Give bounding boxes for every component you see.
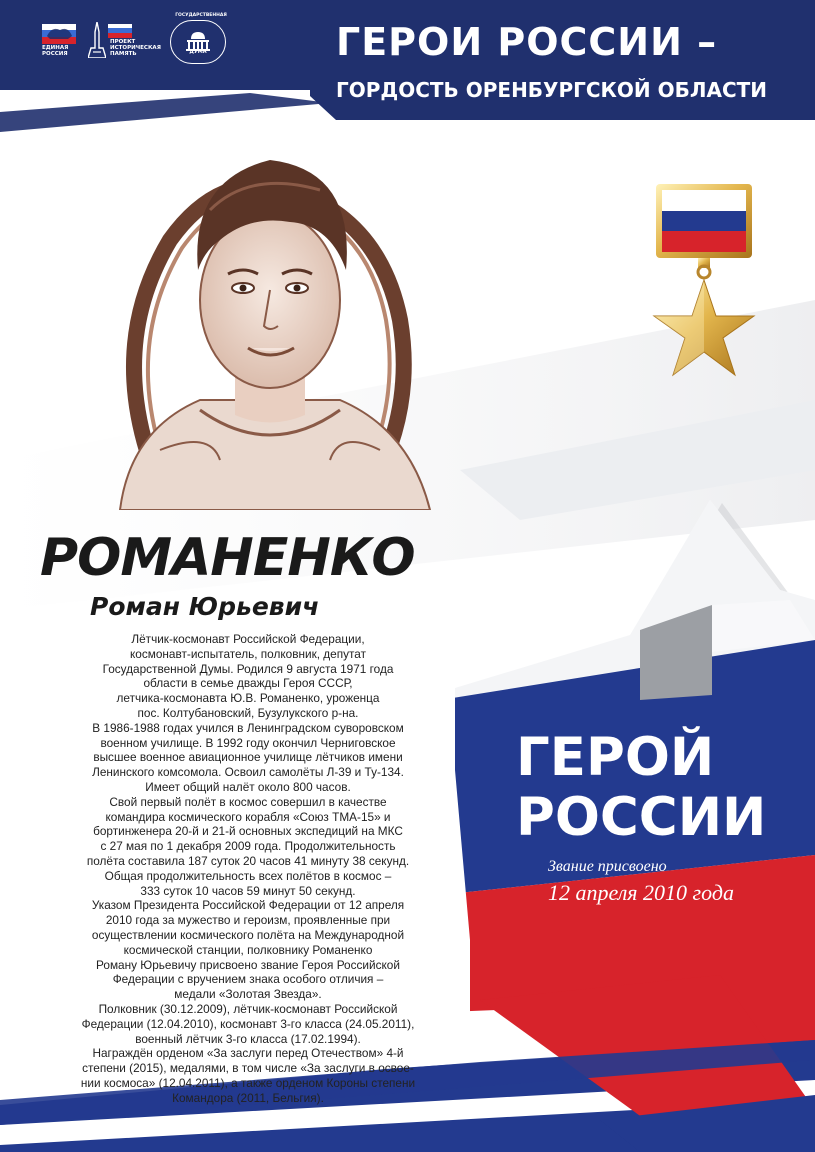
state-duma-label-bottom: ДУМА [189, 49, 207, 55]
award-date: 12 апреля 2010 года [548, 880, 734, 905]
header-subtitle: ГОРДОСТЬ ОРЕНБУРГСКОЙ ОБЛАСТИ [336, 78, 767, 102]
bio-line: Федерации (12.04.2010), космонавт 3-го класса (24.05.2011), [81, 1016, 415, 1031]
bio-line: Имеет общий налёт около 800 часов. [145, 779, 351, 794]
bio-line: Командора (2011, Бельгия). [172, 1090, 324, 1105]
bio-line: Общая продолжительность всех полётов в космос – [104, 868, 392, 883]
award-title-line2: РОССИИ [516, 787, 767, 848]
bio-line: В 1986-1988 годах учился в Ленинградском суворовском [92, 720, 404, 735]
bio-line: осуществлении космического полёта на Международной [91, 927, 405, 942]
bio-line: бортинженера 20-й и 21-й основных экспедиций на МКС [93, 824, 403, 839]
bio-line: нии космоса» (12.04.2011), а также орденом Короны степени [80, 1075, 416, 1090]
bio-line: Ленинского комсомола. Освоил самолёты Л-39 и Ту-134. [92, 765, 404, 780]
historical-memory-logo [88, 22, 106, 58]
bio-line: 333 суток 10 часов 59 минут 50 секунд. [140, 883, 356, 898]
header-title: ГЕРОИ РОССИИ – [336, 20, 718, 64]
hero-surname: РОМАНЕНКО [40, 528, 415, 588]
state-duma-label-top: ГОСУДАРСТВЕННАЯ [175, 13, 227, 18]
state-duma-logo [170, 20, 226, 64]
bio-line: Награждён орденом «За заслуги перед Отечеством» 4-й [92, 1046, 404, 1061]
bio-line: медали «Золотая Звезда». [174, 987, 322, 1002]
bio-line: летчика-космонавта Ю.В. Романенко, уроженца [116, 691, 380, 706]
bio-line: области в семье дважды Героя СССР, [143, 676, 353, 691]
monument-icon [88, 22, 106, 58]
award-caption: Звание присвоено [548, 858, 667, 875]
bio-line: пос. Колтубановский, Бузулукского р-на. [137, 705, 359, 720]
historical-memory-label: ПРОЕКТ ИСТОРИЧЕСКАЯ ПАМЯТЬ [110, 39, 161, 57]
cosmonaut-portrait [90, 130, 450, 510]
bio-line: космонавт-испытатель, полковник, депутат [129, 646, 366, 661]
hero-biography [40, 632, 456, 1106]
bio-line: Федерации с вручением знака особого отличия – [112, 972, 384, 987]
bear-flag-icon [42, 24, 76, 44]
bio-line: командира космического корабля «Союз ТМА-15» и [105, 809, 391, 824]
bio-line: полёта составила 187 суток 20 часов 41 минуту 38 секунд. [86, 853, 410, 868]
bio-line: военный лётчик 3-го класса (17.02.1994). [135, 1031, 361, 1046]
bio-line: Полковник (30.12.2009), лётчик-космонавт Российской [98, 1001, 398, 1016]
bio-line: Роману Юрьевичу присвоено звание Героя Российской [96, 957, 400, 972]
bio-line: степени (2015), медалями, в том числе «За заслуги в освое- [82, 1061, 414, 1076]
bio-line: космической станции, полковнику Романенко [123, 942, 373, 957]
bio-line: с 27 мая по 1 декабря 2009 года. Продолжительность [100, 839, 396, 854]
hero-given-name: Роман Юрьевич [90, 592, 320, 621]
flag-icon [108, 24, 132, 38]
bio-line: Государственной Думы. Родился 9 августа 1971 года [102, 661, 394, 676]
bio-line: Указом Президента Российской Федерации от 12 апреля [91, 898, 405, 913]
award-title [516, 728, 786, 848]
bio-line: военном училище. В 1992 году окончил Черниговское [100, 735, 396, 750]
gold-star-medal [648, 180, 760, 385]
bio-line: Лётчик-космонавт Российской Федерации, [131, 632, 365, 646]
bio-line: Свой первый полёт в космос совершил в качестве [109, 794, 387, 809]
duma-building-icon [183, 31, 213, 51]
united-russia-label: ЕДИНАЯ РОССИЯ [42, 45, 69, 57]
bio-line: высшее военное авиационное училище лётчиков имени [93, 750, 403, 765]
award-title-line1: ГЕРОЙ [516, 727, 715, 788]
bio-line: 2010 года за мужество и героизм, проявленные при [105, 913, 391, 928]
